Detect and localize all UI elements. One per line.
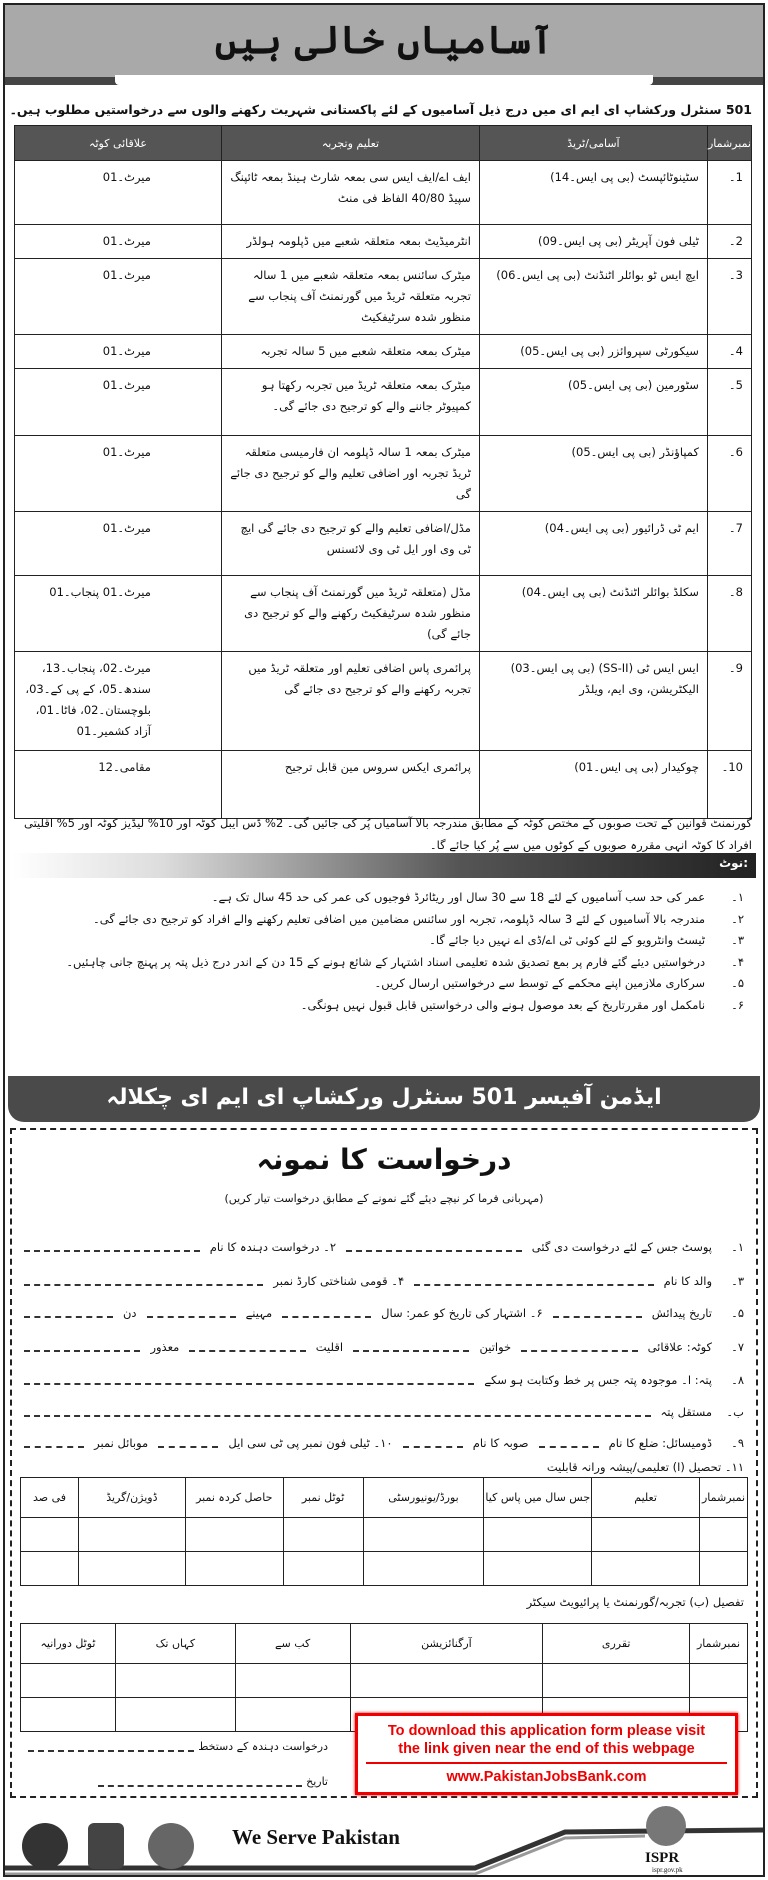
blank-input[interactable] — [24, 1308, 113, 1318]
grid-cell[interactable] — [78, 1552, 185, 1586]
notes-label: نوٹ: — [719, 856, 748, 870]
form-field-row: ۱۔ پوسٹ جس کے لئے درخواست دی گئی ۲۔ درخواست دہندہ کا نام — [24, 1240, 744, 1254]
cell-edu: انٹرمیڈیٹ بمعہ متعلقہ شعبے میں ڈپلومہ ہولڈر — [221, 225, 479, 259]
table-row — [15, 576, 752, 652]
grid-cell[interactable] — [21, 1552, 79, 1586]
cell-post: ٹیلی فون آپریٹر (بی پی ایس۔09) — [479, 225, 707, 259]
cell-edu: میٹرک سائنس بمعہ متعلقہ شعبے میں 1 سالہ تجربہ متعلقہ ٹریڈ میں گورنمنٹ آف پنجاب سے منظور شدہ سرٹیفکیٹ — [221, 259, 479, 335]
blank-input[interactable] — [414, 1276, 653, 1286]
grid-cell[interactable] — [350, 1664, 543, 1698]
blank-input[interactable] — [24, 1242, 200, 1252]
grid-cell[interactable] — [283, 1518, 363, 1552]
cell-quota: میرٹ۔01 — [15, 225, 222, 259]
grid-cell[interactable] — [363, 1552, 484, 1586]
notes-list — [24, 890, 744, 1020]
grid-header: آرگنائزیشن — [350, 1624, 543, 1664]
blank-input[interactable] — [403, 1438, 463, 1448]
ispr-url: ispr.gov.pk — [652, 1866, 683, 1874]
cell-post: سکلڈ بوائلر اٹنڈنٹ (بی پی ایس۔04) — [479, 576, 707, 652]
form-field-row: ۳۔ والد کا نام ۴۔ قومی شناختی کارڈ نمبر — [24, 1274, 744, 1288]
blank-input[interactable] — [539, 1438, 599, 1448]
blank-input[interactable] — [24, 1342, 140, 1352]
cell-quota: میرٹ۔01 پنجاب۔01 — [15, 576, 222, 652]
date-blank[interactable] — [98, 1777, 302, 1787]
airforce-emblem-icon — [148, 1823, 194, 1869]
cell-no: 6۔ — [707, 436, 751, 512]
table-row — [15, 161, 752, 225]
grid-cell[interactable] — [592, 1552, 700, 1586]
cell-post: سٹینوٹائپسٹ (بی پی ایس۔14) — [479, 161, 707, 225]
cell-quota: مقامی۔12 — [15, 751, 222, 819]
col-education: تعلیم وتجربہ — [221, 126, 479, 161]
education-label: ۱۱۔ تحصیل (ا) تعلیمی/پیشہ ورانہ قابلیت — [546, 1460, 744, 1474]
cell-no: 10۔ — [707, 751, 751, 819]
cell-edu: پرائمری پاس اضافی تعلیم اور متعلقہ ٹریڈ میں تجربہ رکھنے والے کو ترجیح دی جائے گی — [221, 652, 479, 751]
grid-cell[interactable] — [185, 1518, 283, 1552]
blank-input[interactable] — [282, 1308, 371, 1318]
footer-slogan: We Serve Pakistan — [232, 1825, 400, 1849]
grid-header: کب سے — [235, 1624, 350, 1664]
date-field — [98, 1775, 328, 1788]
cell-no: 9۔ — [707, 652, 751, 751]
cell-post: سٹورمین (بی پی ایس۔05) — [479, 369, 707, 436]
grid-cell[interactable] — [78, 1518, 185, 1552]
blank-input[interactable] — [189, 1342, 305, 1352]
page-title: آسامیاں خالی ہیں — [214, 17, 554, 62]
form-field-row: ۷۔ کوٹہ: علاقائی خواتین اقلیت معذور — [24, 1340, 744, 1354]
grid-header: ٹوٹل دورانیہ — [21, 1624, 116, 1664]
download-url[interactable]: www.PakistanJobsBank.com — [446, 1769, 647, 1785]
form-field-row: ۹۔ ڈومیسائل: ضلع کا نام صوبہ کا نام ۱۰۔ ٹیلی فون نمبر پی ٹی سی ایل موبائل نمبر — [24, 1436, 744, 1450]
cell-no: 2۔ — [707, 225, 751, 259]
cell-post: سیکورٹی سپروائزر (بی پی ایس۔05) — [479, 335, 707, 369]
grid-cell[interactable] — [21, 1664, 116, 1698]
grid-cell[interactable] — [543, 1664, 690, 1698]
grid-cell[interactable] — [690, 1664, 748, 1698]
grid-header: تعلیم — [592, 1478, 700, 1518]
note-item: ۵۔ سرکاری ملازمین اپنے محکمے کے توسط سے درخواستیں ارسال کریں۔ — [374, 976, 744, 991]
grid-cell[interactable] — [484, 1552, 592, 1586]
grid-cell[interactable] — [235, 1698, 350, 1732]
cell-post: ایم ٹی ڈرائیور (بی پی ایس۔04) — [479, 512, 707, 576]
cell-edu: مڈل/اضافی تعلیم والے کو ترجیح دی جائے گی ایچ ٹی وی اور ایل ٹی وی لائسنس — [221, 512, 479, 576]
signature-label: درخواست دہندہ کے دستخط — [198, 1740, 328, 1753]
download-line-2: the link given near the end of this webpage — [398, 1741, 695, 1757]
grid-header: بورڈ/یونیورسٹی — [363, 1478, 484, 1518]
cell-post: ایس ایس ٹی (SS-II) (بی پی ایس۔03) الیکٹریشن، وی ایم، ویلڈر — [479, 652, 707, 751]
download-line-1: To download this application form please visit — [387, 1723, 706, 1739]
cell-quota: میرٹ۔01 — [15, 161, 222, 225]
cell-edu: میٹرک بمعہ 1 سالہ ڈپلومہ ان فارمیسی متعلقہ ٹریڈ تجربہ اور اضافی تعلیم والے کو ترجیح دی جائے گی — [221, 436, 479, 512]
grid-cell[interactable] — [700, 1552, 748, 1586]
address-banner: ایڈمن آفیسر 501 سنٹرل ورکشاپ ای ایم ای چکلالہ — [8, 1076, 760, 1122]
grid-header: نمبرشمار — [690, 1624, 748, 1664]
blank-input[interactable] — [353, 1342, 469, 1352]
cell-edu: میٹرک بمعہ متعلقہ شعبے میں 5 سالہ تجربہ — [221, 335, 479, 369]
table-row — [15, 652, 752, 751]
grid-cell[interactable] — [484, 1518, 592, 1552]
quota-note: گورنمنٹ قوانین کے تحت صوبوں کے مختص کوٹہ کے مطابق مندرجہ بالا آسامیاں پُر کی جائیں گی۔ 2% ڈس ایبل کوٹہ اور 10% لیڈیز کوٹہ اور 5% اقلیتی افراد کا کوٹہ انہی مقررہ صوبوں کے کوٹوں میں سے پُر کیا جائے گا۔ — [24, 816, 752, 852]
cell-no: 8۔ — [707, 576, 751, 652]
cell-no: 1۔ — [707, 161, 751, 225]
blank-input[interactable] — [24, 1438, 84, 1448]
cell-edu: مڈل (متعلقہ ٹریڈ میں گورنمنٹ آف پنجاب سے منظور شدہ سرٹیفکیٹ رکھنے والے کو ترجیح دی جائے گی) — [221, 576, 479, 652]
grid-header: ٹوٹل نمبر — [283, 1478, 363, 1518]
table-row — [15, 512, 752, 576]
education-table — [20, 1477, 748, 1586]
header-banner — [5, 5, 763, 85]
table-row — [15, 369, 752, 436]
note-item: ۳۔ ٹیسٹ وانٹرویو کے لئے کوئی ٹی اے/ڈی اے نہیں دیا جائے گا۔ — [429, 933, 744, 948]
cell-quota: میرٹ۔01 — [15, 259, 222, 335]
notes-bar — [12, 853, 756, 878]
grid-header: کہاں تک — [115, 1624, 235, 1664]
grid-header: نمبرشمار — [700, 1478, 748, 1518]
table-row — [15, 751, 752, 819]
note-item: ۱۔ عمر کی حد سب آسامیوں کے لئے 18 سے 30 سال اور ریٹائرڈ فوجیوں کی عمر کی حد 45 سال تک ہے۔ — [211, 890, 744, 904]
table-row — [15, 259, 752, 335]
vacancies-table — [14, 125, 752, 819]
grid-cell[interactable] — [283, 1552, 363, 1586]
blank-input[interactable] — [158, 1438, 218, 1448]
cell-edu: پرائمری ایکس سروس مین قابل ترجیح — [221, 751, 479, 819]
grid-header: تقرری — [543, 1624, 690, 1664]
cell-no: 3۔ — [707, 259, 751, 335]
grid-header: فی صد — [21, 1478, 79, 1518]
army-emblem-icon — [22, 1823, 68, 1869]
col-serial: نمبرشمار — [707, 126, 751, 161]
blank-input[interactable] — [24, 1276, 263, 1286]
date-label: تاریخ — [306, 1775, 328, 1788]
blank-input[interactable] — [346, 1242, 522, 1252]
col-post: آسامی/ٹریڈ — [479, 126, 707, 161]
grid-cell[interactable] — [115, 1664, 235, 1698]
table-row — [15, 335, 752, 369]
navy-emblem-icon — [88, 1823, 124, 1869]
note-item: ۶۔ نامکمل اور مقررتاریخ کے بعد موصول ہونے والی درخواستیں قابل قبول نہیں ہونگی۔ — [300, 997, 744, 1012]
ispr-emblem-icon — [646, 1806, 686, 1846]
intro-text: 501 سنٹرل ورکشاپ ای ایم ای میں درج ذیل آسامیوں کے لئے پاکستانی شہریت رکھنے والوں سے درخواستیں مطلوب ہیں۔ — [9, 102, 752, 117]
cell-quota: میرٹ۔01 — [15, 436, 222, 512]
grid-cell[interactable] — [700, 1518, 748, 1552]
cell-quota: میرٹ۔01 — [15, 335, 222, 369]
grid-header: ڈویژن/گریڈ — [78, 1478, 185, 1518]
blank-input[interactable] — [24, 1375, 474, 1385]
experience-label: تفصیل (ب) تجربہ/گورنمنٹ یا پرائیویٹ سیکٹر — [526, 1595, 744, 1609]
download-notice-box — [355, 1713, 738, 1795]
form-field-row: ۵۔ تاریخ پیدائش ۶۔ اشتہار کی تاریخ کو عمر: سال مہینے دن — [24, 1306, 744, 1320]
cell-quota: میرٹ۔02، پنجاب۔13، سندھ۔05، کے پی کے۔03، بلوچستان۔02، فاٹا۔01، آزاد کشمیر۔01 — [15, 652, 222, 751]
table-row — [15, 436, 752, 512]
cell-post: ایچ ایس ٹو بوائلر اٹنڈنٹ (بی پی ایس۔06) — [479, 259, 707, 335]
cell-no: 7۔ — [707, 512, 751, 576]
cell-quota: میرٹ۔01 — [15, 369, 222, 436]
blank-input[interactable] — [553, 1308, 642, 1318]
grid-cell[interactable] — [115, 1698, 235, 1732]
form-field-row: ۸۔ پتہ: ا۔ موجودہ پتہ جس پر خط وکتابت ہو سکے — [24, 1373, 744, 1387]
grid-header: حاصل کردہ نمبر — [185, 1478, 283, 1518]
note-item: ۴۔ درخواستیں دیئے گئے فارم پر بمع تصدیق شدہ تعلیمی اسناد اشتہار کے شائع ہونے کے 15 دن کے اندر درج ذیل پتہ پر پہنچ جانی چاہئیں۔ — [66, 954, 744, 969]
form-subtitle: (مہربانی فرما کر نیچے دیئے گئے نمونے کے مطابق درخواست تیار کریں) — [224, 1192, 544, 1205]
col-quota: علاقائی کوٹہ — [15, 126, 222, 161]
signature-field — [28, 1740, 328, 1753]
form-title: درخواست کا نمونہ — [256, 1143, 512, 1176]
grid-cell[interactable] — [21, 1698, 116, 1732]
blank-input[interactable] — [147, 1308, 236, 1318]
cell-no: 5۔ — [707, 369, 751, 436]
cell-post: کمپاؤنڈر (بی پی ایس۔05) — [479, 436, 707, 512]
ispr-label: ISPR — [645, 1850, 680, 1866]
blank-input[interactable] — [521, 1342, 637, 1352]
cell-no: 4۔ — [707, 335, 751, 369]
cell-post: چوکیدار (بی پی ایس۔01) — [479, 751, 707, 819]
cell-edu: ایف اے/ایف ایس سی بمعہ شارٹ ہینڈ بمعہ ٹائپنگ سپیڈ 40/80 الفاظ فی منٹ — [221, 161, 479, 225]
form-field-row: ب۔ مستقل پتہ — [24, 1405, 744, 1419]
cell-quota: میرٹ۔01 — [15, 512, 222, 576]
grid-header: جس سال میں پاس کیا — [484, 1478, 592, 1518]
table-row — [15, 225, 752, 259]
note-item: ۲۔ مندرجہ بالا آسامیوں کے لئے 3 سالہ ڈپلومہ، تجربہ اور سائنس مضامین میں اضافی تعلیم رکھنے والے افراد کو ترجیح دی جائے گی۔ — [93, 911, 744, 926]
grid-cell[interactable] — [185, 1552, 283, 1586]
grid-cell[interactable] — [363, 1518, 484, 1552]
grid-cell[interactable] — [235, 1664, 350, 1698]
grid-cell[interactable] — [592, 1518, 700, 1552]
grid-cell[interactable] — [21, 1518, 79, 1552]
cell-edu: میٹرک بمعہ متعلقہ ٹریڈ میں تجربہ رکھتا ہو کمپیوٹر جاننے والے کو ترجیح دی جائے گی۔ — [221, 369, 479, 436]
signature-blank[interactable] — [28, 1742, 194, 1752]
blank-input[interactable] — [24, 1407, 651, 1417]
